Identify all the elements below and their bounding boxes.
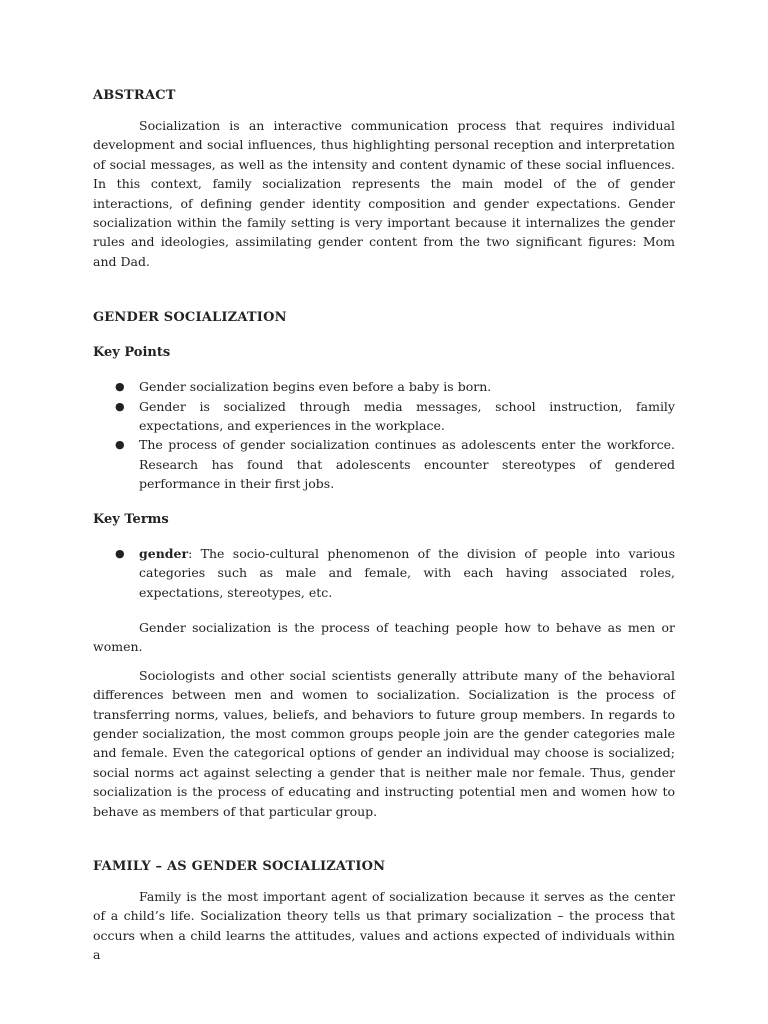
gender-socialization-heading: GENDER SOCIALIZATION <box>93 310 287 326</box>
list-item <box>93 397 675 436</box>
bullet-icon: ● <box>115 380 125 394</box>
key-point-text: The process of gender socialization continues as adolescents enter the workforce. Research has found that adolescents encounter stereotypes of gendered performance in their first jobs. <box>139 437 675 492</box>
family-heading: FAMILY – AS GENDER SOCIALIZATION <box>93 858 386 874</box>
bullet-icon: ● <box>115 546 125 560</box>
body-paragraph: Sociologists and other social scientists generally attribute many of the behavioral differences between men and women to socialization. Socialization is the process of transferring norms, values, beliefs, and behaviors to future group members. In regards to gender socialization, the most common groups people join are the gender categories male and female. Even the categorical options of gender an individual may choose is socialized; social norms act against selecting a gender that is neither male nor female. Thus, gender socialization is the process of educating and instructing potential men and women how to behave as members of that particular group. <box>93 667 675 819</box>
key-points-list <box>93 377 675 493</box>
key-point-text: Gender is socialized through media messages, school instruction, family expectations, and experiences in the workplace. <box>139 398 675 434</box>
key-term-definition: : The socio-cultural phenomenon of the division of people into various categories such as male and female, with each having associated roles, expectations, stereotypes, etc. <box>139 545 675 600</box>
body-paragraph: Gender socialization is the process of teaching people how to behave as men or women. <box>93 619 675 655</box>
family-paragraph: Family is the most important agent of socialization because it serves as the center of a child’s life. Socialization theory tells us that primary socialization – the process that occurs when a child learns the attitudes, values and actions expected of individuals within a <box>93 888 675 963</box>
key-points-heading: Key Points <box>93 345 171 361</box>
abstract-paragraph: Socialization is an interactive communication process that requires individual development and social influences, thus highlighting personal reception and interpretation of social messages, as well as the intensity and content dynamic of these social influences. In this context, family socialization represents the main model of the of gender interactions, of defining gender identity composition and gender expectations. Gender socialization within the family setting is very important because it internalizes the gender rules and ideologies, assimilating gender content from the two significant figures: Mom and Dad. <box>93 118 675 269</box>
bullet-icon: ● <box>115 399 125 413</box>
key-terms-list <box>93 544 675 602</box>
list-item <box>93 377 675 396</box>
list-item <box>93 544 675 602</box>
document-content <box>93 87 675 965</box>
key-term: gender <box>139 545 189 561</box>
bullet-icon: ● <box>115 438 125 452</box>
key-point-text: Gender socialization begins even before a baby is born. <box>139 379 492 395</box>
list-item <box>93 435 675 493</box>
abstract-heading: ABSTRACT <box>93 88 176 103</box>
key-terms-heading: Key Terms <box>93 511 169 527</box>
